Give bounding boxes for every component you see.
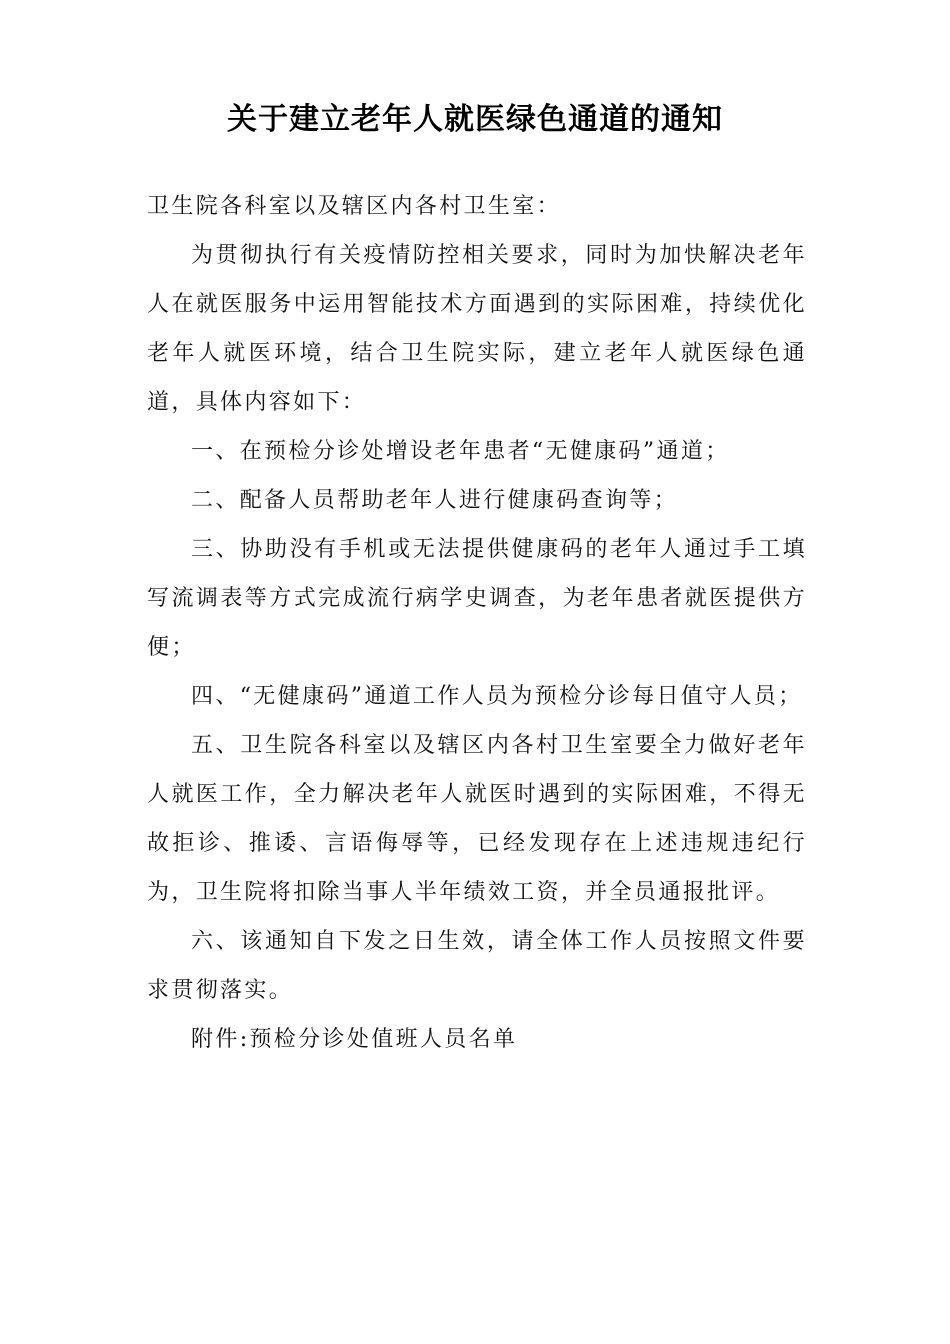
paragraph-item-1: 一、在预检分诊处增设老年患者“无健康码”通道； <box>191 439 730 464</box>
paragraph-intro: 为贯彻执行有关疫情防控相关要求，同时为加快解决老年人在就医服务中运用智能技术方面遇到的实际困难，持续优化老年人就医环境，结合卫生院实际，建立老年人就医绿色通道，具体内容如下： <box>147 243 807 415</box>
paragraph-item-5: 五、卫生院各科室以及辖区内各村卫生室要全力做好老年人就医工作，全力解决老年人就医时遇到的实际困难，不得无故拒诊、推诿、言语侮辱等，已经发现存在上述违规违纪行为，卫生院将扣除当事人半年绩效工资，并全员通报批评。 <box>147 733 807 905</box>
paragraph-item-2: 二、配备人员帮助老年人进行健康码查询等； <box>191 488 679 513</box>
document-title: 关于建立老年人就医绿色通道的通知 <box>227 102 723 137</box>
salutation: 卫生院各科室以及辖区内各村卫生室： <box>147 194 561 219</box>
paragraph-item-4: 四、“无健康码”通道工作人员为预检分诊每日值守人员； <box>191 684 803 709</box>
paragraph-item-3: 三、协助没有手机或无法提供健康码的老年人通过手工填写流调表等方式完成流行病学史调查，为老年患者就医提供方便； <box>147 537 807 660</box>
document-body <box>147 182 807 1064</box>
paragraph-item-6: 六、该通知自下发之日生效，请全体工作人员按照文件要求贯彻落实。 <box>147 929 807 1003</box>
attachment-line: 附件:预检分诊处值班人员名单 <box>191 1027 518 1052</box>
